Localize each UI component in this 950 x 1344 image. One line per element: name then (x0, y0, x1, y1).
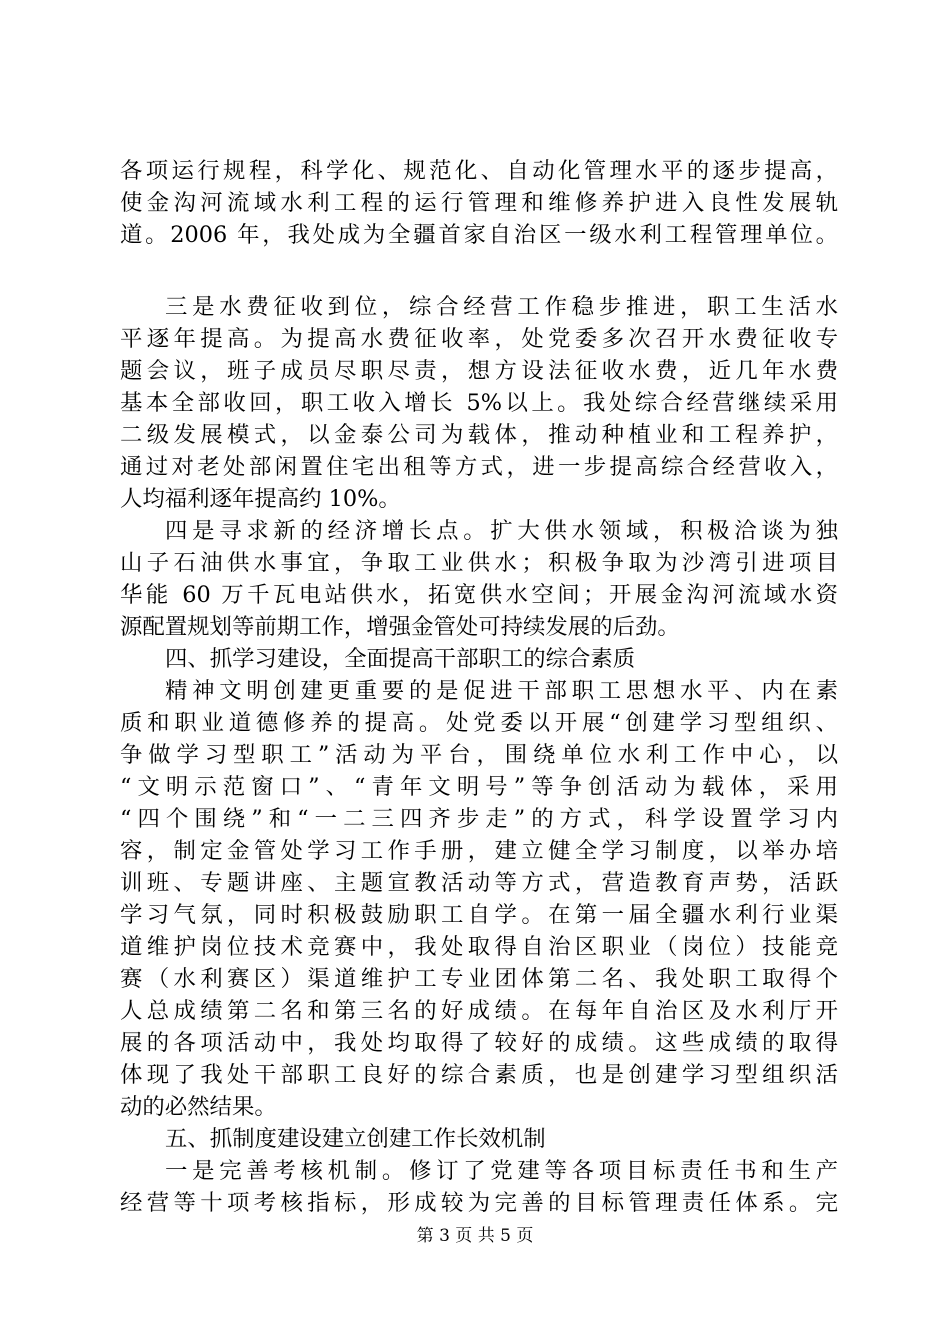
text-line: 各项运行规程，科学化、规范化、自动化管理水平的逐步提高， (120, 158, 838, 184)
paragraph (120, 155, 838, 251)
paragraph (120, 515, 838, 643)
paragraph-gap (120, 251, 838, 291)
text-line: 平逐年提高。为提高水费征收率，处党委多次召开水费征收专 (120, 326, 838, 352)
text-line: 动的必然结果。 (120, 1094, 277, 1120)
section-heading: 五、抓制度建设建立创建工作长效机制 (165, 1126, 546, 1152)
text-line: 通过对老处部闲置住宅出租等方式，进一步提高综合经营收入， (120, 454, 838, 480)
text-line: 一是完善考核机制。修订了党建等各项目标责任书和生产 (165, 1158, 838, 1184)
paragraph (120, 1155, 838, 1219)
section-heading: 四、抓学习建设，全面提高干部职工的综合素质 (165, 646, 636, 672)
page-footer: 第 3 页 共 5 页 (416, 1226, 534, 1246)
text-line: 道维护岗位技术竞赛中，我处取得自治区职业（岗位）技能竞 (120, 934, 838, 960)
text-line: “文明示范窗口”、“青年文明号”等争创活动为载体，采用 (120, 774, 838, 800)
text-line: “四个围绕”和“一二三四齐步走”的方式，科学设置学习内 (120, 806, 838, 832)
paragraph (120, 675, 838, 1123)
text-line: 人均福利逐年提高约 10%。 (120, 486, 401, 512)
text-line: 体现了我处干部职工良好的综合素质，也是创建学习型组织活 (120, 1062, 838, 1088)
text-line: 基本全部收回，职工收入增长 5%以上。我处综合经营继续采用 (120, 390, 838, 416)
text-line: 道。2006 年，我处成为全疆首家自治区一级水利工程管理单位。 (120, 222, 838, 248)
text-line: 质和职业道德修养的提高。处党委以开展“创建学习型组织、 (120, 710, 838, 736)
text-line: 学习气氛，同时积极鼓励职工自学。在第一届全疆水利行业渠 (120, 902, 838, 928)
text-line: 华能 60 万千瓦电站供水，拓宽供水空间；开展金沟河流域水资 (120, 582, 838, 608)
text-line: 精神文明创建更重要的是促进干部职工思想水平、内在素 (165, 678, 838, 704)
document-body (120, 155, 838, 1219)
text-line: 四是寻求新的经济增长点。扩大供水领域，积极洽谈为独 (165, 518, 838, 544)
text-line: 题会议，班子成员尽职尽责，想方设法征收水费，近几年水费 (120, 358, 838, 384)
text-line: 山子石油供水事宜，争取工业供水；积极争取为沙湾引进项目 (120, 550, 838, 576)
text-line: 训班、专题讲座、主题宣教活动等方式，营造教育声势，活跃 (120, 870, 838, 896)
text-line: 使金沟河流域水利工程的运行管理和维修养护进入良性发展轨 (120, 190, 838, 216)
text-line: 源配置规划等前期工作，增强金管处可持续发展的后劲。 (120, 614, 680, 640)
text-line: 展的各项活动中，我处均取得了较好的成绩。这些成绩的取得 (120, 1030, 838, 1056)
text-line: 二级发展模式，以金泰公司为载体，推动种植业和工程养护， (120, 422, 838, 448)
text-line: 容，制定金管处学习工作手册，建立健全学习制度，以举办培 (120, 838, 838, 864)
paragraph (120, 291, 838, 515)
text-line: 人总成绩第二名和第三名的好成绩。在每年自治区及水利厅开 (120, 998, 838, 1024)
text-line: 三是水费征收到位，综合经营工作稳步推进，职工生活水 (165, 294, 838, 320)
text-line: 经营等十项考核指标，形成较为完善的目标管理责任体系。完 (120, 1190, 838, 1216)
text-line: 赛（水利赛区）渠道维护工专业团体第二名、我处职工取得个 (120, 966, 838, 992)
text-line: 争做学习型职工”活动为平台，围绕单位水利工作中心，以 (120, 742, 838, 768)
